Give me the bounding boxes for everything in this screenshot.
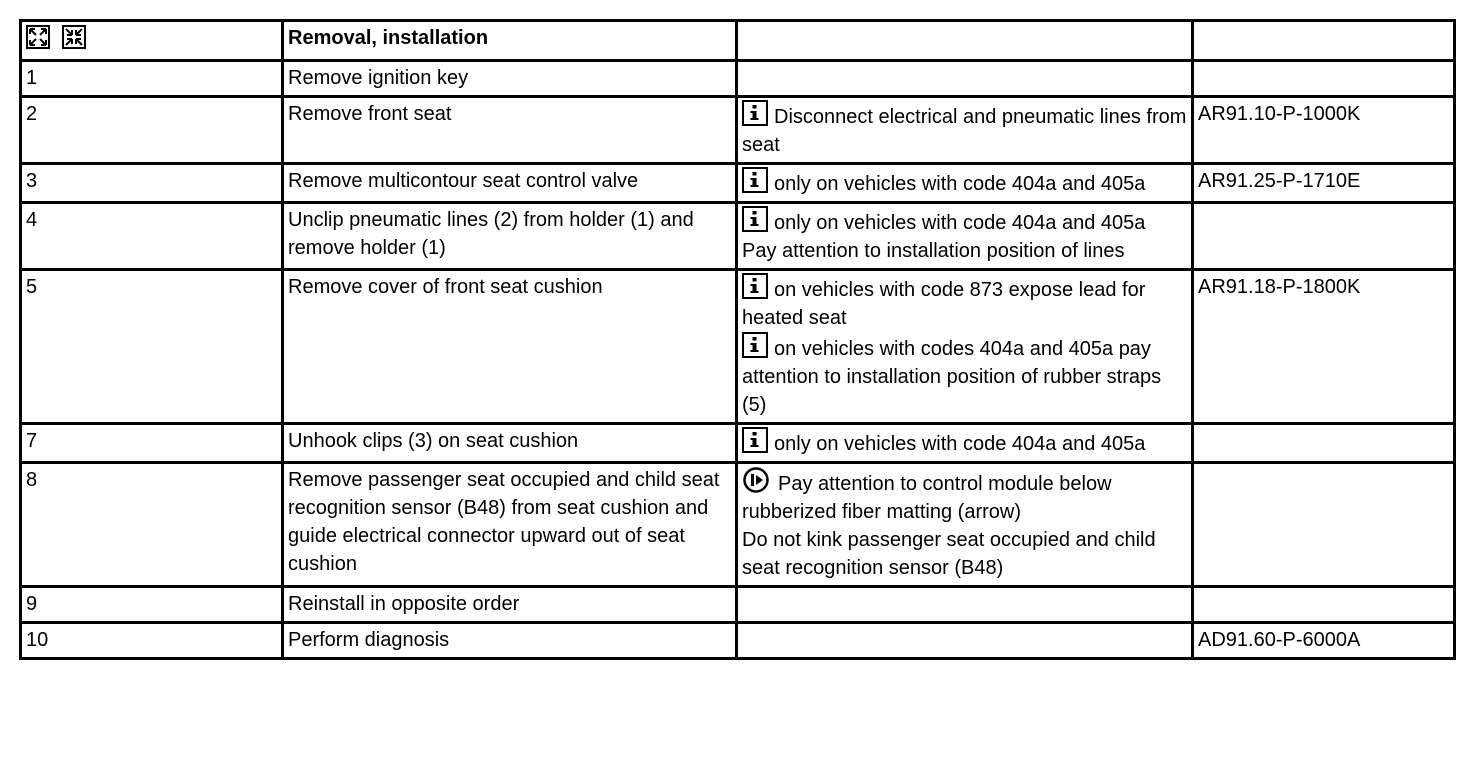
note-item — [742, 332, 1187, 419]
note-text: Pay attention to installation position of lines — [742, 240, 1125, 262]
info-icon[interactable] — [742, 100, 768, 126]
note-item — [742, 526, 1187, 582]
step-number: 9 — [21, 587, 283, 623]
step-notes — [737, 424, 1193, 463]
table-row — [21, 587, 1455, 623]
step-number: 3 — [21, 164, 283, 203]
step-action: Remove cover of front seat cushion — [283, 270, 737, 424]
collapse-all-icon[interactable] — [62, 25, 86, 49]
step-notes — [737, 97, 1193, 164]
step-notes — [737, 623, 1193, 659]
table-header-row — [21, 21, 1455, 61]
step-notes — [737, 61, 1193, 97]
table-row — [21, 270, 1455, 424]
note-item — [742, 100, 1187, 159]
reference-link[interactable]: AR91.18-P-1800K — [1193, 270, 1455, 424]
table-row — [21, 203, 1455, 270]
note-text: Disconnect electrical and pneumatic lines from seat — [742, 106, 1187, 156]
info-icon[interactable] — [742, 273, 768, 299]
step-number: 10 — [21, 623, 283, 659]
step-action: Unclip pneumatic lines (2) from holder (1) and remove holder (1) — [283, 203, 737, 270]
step-number: 5 — [21, 270, 283, 424]
expand-all-icon[interactable] — [26, 25, 50, 49]
step-notes — [737, 270, 1193, 424]
reference-link[interactable]: AR91.25-P-1710E — [1193, 164, 1455, 203]
note-item — [742, 237, 1187, 265]
note-text: on vehicles with code 873 expose lead for heated seat — [742, 279, 1146, 329]
step-notes — [737, 164, 1193, 203]
table-row — [21, 61, 1455, 97]
note-text: Do not kink passenger seat occupied and child seat recognition sensor (B48) — [742, 529, 1156, 579]
header-title: Removal, installation — [283, 21, 737, 61]
reference-link — [1193, 463, 1455, 587]
note-text: on vehicles with codes 404a and 405a pay attention to installation position of rubber straps (5) — [742, 338, 1162, 416]
step-action: Remove passenger seat occupied and child seat recognition sensor (B48) from seat cushion and guide electrical connector upward out of seat cushion — [283, 463, 737, 587]
reference-link — [1193, 203, 1455, 270]
reference-link — [1193, 61, 1455, 97]
note-item — [742, 167, 1187, 198]
step-number: 1 — [21, 61, 283, 97]
table-row — [21, 623, 1455, 659]
table-row — [21, 424, 1455, 463]
note-item — [742, 273, 1187, 332]
table-row — [21, 97, 1455, 164]
step-action: Reinstall in opposite order — [283, 587, 737, 623]
note-item — [742, 427, 1187, 458]
reference-link[interactable]: AR91.10-P-1000K — [1193, 97, 1455, 164]
info-icon[interactable] — [742, 167, 768, 193]
step-number: 7 — [21, 424, 283, 463]
note-text: only on vehicles with code 404a and 405a — [774, 212, 1146, 234]
info-icon[interactable] — [742, 332, 768, 358]
reference-link — [1193, 424, 1455, 463]
step-action: Perform diagnosis — [283, 623, 737, 659]
step-action: Remove multicontour seat control valve — [283, 164, 737, 203]
reference-link — [1193, 587, 1455, 623]
reference-link[interactable]: AD91.60-P-6000A — [1193, 623, 1455, 659]
header-col3 — [737, 21, 1193, 61]
step-notes — [737, 587, 1193, 623]
step-number: 2 — [21, 97, 283, 164]
note-text: only on vehicles with code 404a and 405a — [774, 433, 1146, 455]
note-text: only on vehicles with code 404a and 405a — [774, 173, 1146, 195]
info-icon[interactable] — [742, 206, 768, 232]
info-icon[interactable] — [742, 427, 768, 453]
step-action: Unhook clips (3) on seat cushion — [283, 424, 737, 463]
step-number: 4 — [21, 203, 283, 270]
caution-icon — [742, 466, 770, 494]
header-col4 — [1193, 21, 1455, 61]
note-item — [742, 206, 1187, 237]
note-text: Pay attention to control module below rubberized fiber matting (arrow) — [742, 473, 1112, 523]
table-row — [21, 463, 1455, 587]
step-notes — [737, 463, 1193, 587]
note-item — [742, 466, 1187, 526]
procedure-table — [19, 19, 1456, 660]
step-action: Remove ignition key — [283, 61, 737, 97]
step-action: Remove front seat — [283, 97, 737, 164]
table-row — [21, 164, 1455, 203]
step-notes — [737, 203, 1193, 270]
header-icons-cell — [21, 21, 283, 61]
step-number: 8 — [21, 463, 283, 587]
